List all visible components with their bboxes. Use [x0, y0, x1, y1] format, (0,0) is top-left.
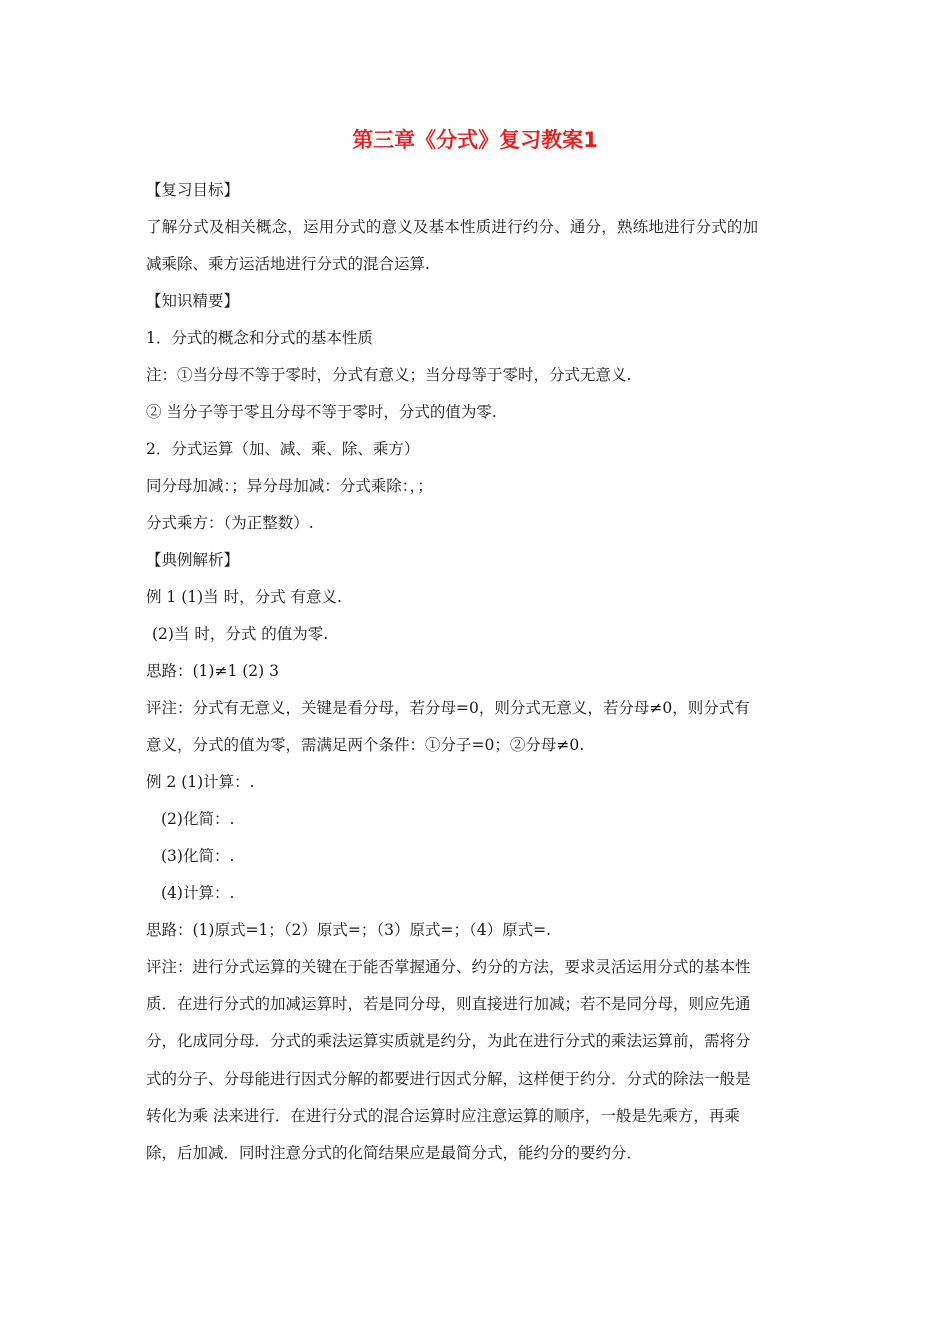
page-title: 第三章《分式》复习教案1 — [352, 128, 598, 152]
note-line: 注：①当分母不等于零时，分式有意义；当分母等于零时，分式无意义. — [146, 366, 632, 384]
comment-line: 评注：进行分式运算的关键在于能否掌握通分、约分的方法，要求灵活运用分式的基本性 — [146, 958, 751, 976]
example-2-part-1: 例 2 (1)计算：. — [146, 773, 255, 791]
example-2-part-3: (3)化简：. — [161, 847, 235, 865]
section-title-2: 2．分式运算（加、减、乘、除、乘方） — [146, 440, 420, 458]
comment-line: 质．在进行分式的加减运算时，若是同分母，则直接进行加减；若不是同分母，则应先通 — [146, 995, 751, 1014]
comment-line: 分，化成同分母．分式的乘法运算实质就是约分，为此在进行分式的乘法运算前，需将分 — [146, 1032, 751, 1051]
note-line: ② 当分子等于零且分母不等于零时，分式的值为零. — [146, 403, 497, 421]
comment-line: 式的分子、分母能进行因式分解的都要进行因式分解，这样便于约分．分式的除法一般是 — [146, 1069, 751, 1088]
example-2-part-2: (2)化简：. — [161, 810, 235, 828]
heading-review-goals: 【复习目标】 — [146, 181, 240, 199]
heading-examples: 【典例解析】 — [146, 551, 240, 569]
example-1-part-1: 例 1 (1)当 时，分式 有意义. — [146, 588, 342, 606]
comment-line: 评注：分式有无意义，关键是看分母，若分母=0，则分式无意义，若分母≠0，则分式有 — [146, 699, 750, 717]
rule-line: 同分母加减：；异分母加减：分式乘除：，； — [146, 477, 433, 495]
document-body — [146, 172, 816, 1172]
comment-line: 意义，分式的值为零，需满足两个条件：①分子=0；②分母≠0. — [146, 736, 585, 754]
rule-line: 分式乘方：（为正整数）. — [146, 514, 314, 532]
heading-knowledge: 【知识精要】 — [146, 292, 240, 310]
comment-line: 转化为乘 法来进行．在进行分式的混合运算时应注意运算的顺序，一般是先乘方，再乘 — [146, 1106, 740, 1125]
example-1-part-2: (2)当 时，分式 的值为零. — [152, 625, 329, 643]
comment-line: 除，后加减．同时注意分式的化简结果应是最简分式，能约分的要约分． — [146, 1143, 643, 1162]
example-2-part-4: (4)计算：. — [161, 884, 235, 902]
section-title-1: 1．分式的概念和分式的基本性质 — [146, 329, 373, 347]
paragraph-line: 减乘除、乘方运活地进行分式的混合运算. — [146, 255, 430, 273]
paragraph-line: 了解分式及相关概念，运用分式的意义及基本性质进行约分、通分，熟练地进行分式的加 — [146, 218, 759, 236]
solution-line: 思路：(1)原式=1；（2）原式=；（3）原式=；（4）原式=. — [146, 921, 552, 939]
solution-line: 思路：(1)≠1 (2) 3 — [146, 662, 279, 680]
